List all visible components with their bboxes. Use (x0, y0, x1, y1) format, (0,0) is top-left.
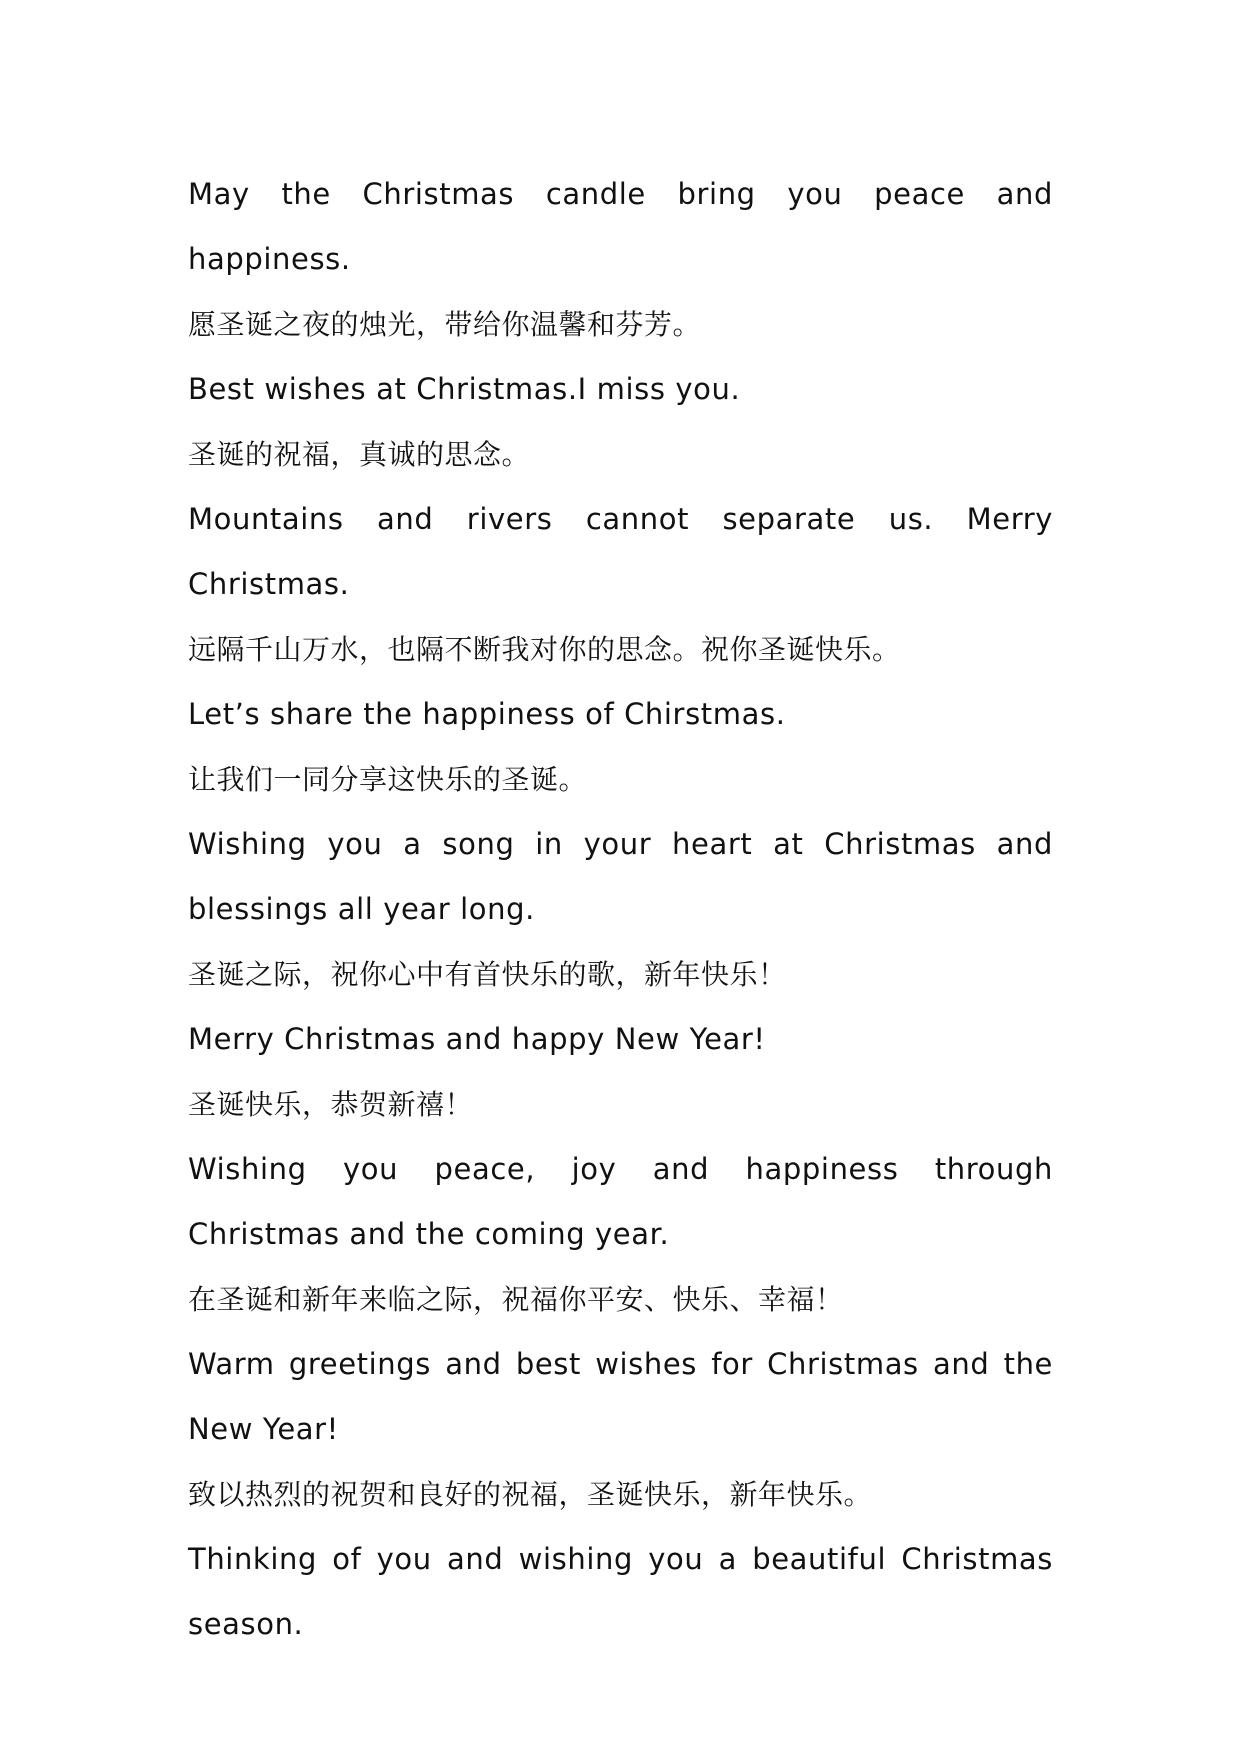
english-greeting: Thinking of you and wishing you a beautiful Christmas season. (188, 1542, 1053, 1641)
chinese-greeting: 在圣诞和新年来临之际，祝福你平安、快乐、幸福！ (188, 1283, 844, 1316)
chinese-greeting: 圣诞之际，祝你心中有首快乐的歌，新年快乐！ (188, 958, 787, 991)
english-greeting: Merry Christmas and happy New Year! (188, 1022, 766, 1056)
chinese-greeting: 圣诞快乐，恭贺新禧！ (188, 1088, 474, 1121)
document-body (188, 162, 1053, 1657)
english-greeting: Best wishes at Christmas.I miss you. (188, 372, 741, 406)
chinese-greeting: 致以热烈的祝贺和良好的祝福，圣诞快乐，新年快乐。 (188, 1478, 873, 1511)
english-greeting: Mountains and rivers cannot separate us. Merry Christmas. (188, 502, 1053, 601)
english-greeting: Wishing you peace, joy and happiness through Christmas and the coming year. (188, 1152, 1053, 1251)
chinese-greeting: 远隔千山万水，也隔不断我对你的思念。祝你圣诞快乐。 (188, 633, 901, 666)
chinese-greeting: 让我们一同分享这快乐的圣诞。 (188, 763, 588, 796)
english-greeting: Let’s share the happiness of Chirstmas. (188, 697, 786, 731)
english-greeting: Wishing you a song in your heart at Christmas and blessings all year long. (188, 827, 1053, 926)
english-greeting: May the Christmas candle bring you peace and happiness. (188, 177, 1053, 276)
chinese-greeting: 愿圣诞之夜的烛光，带给你温馨和芬芳。 (188, 308, 702, 341)
chinese-greeting: 圣诞的祝福，真诚的思念。 (188, 438, 531, 471)
english-greeting: Warm greetings and best wishes for Christmas and the New Year! (188, 1347, 1053, 1446)
